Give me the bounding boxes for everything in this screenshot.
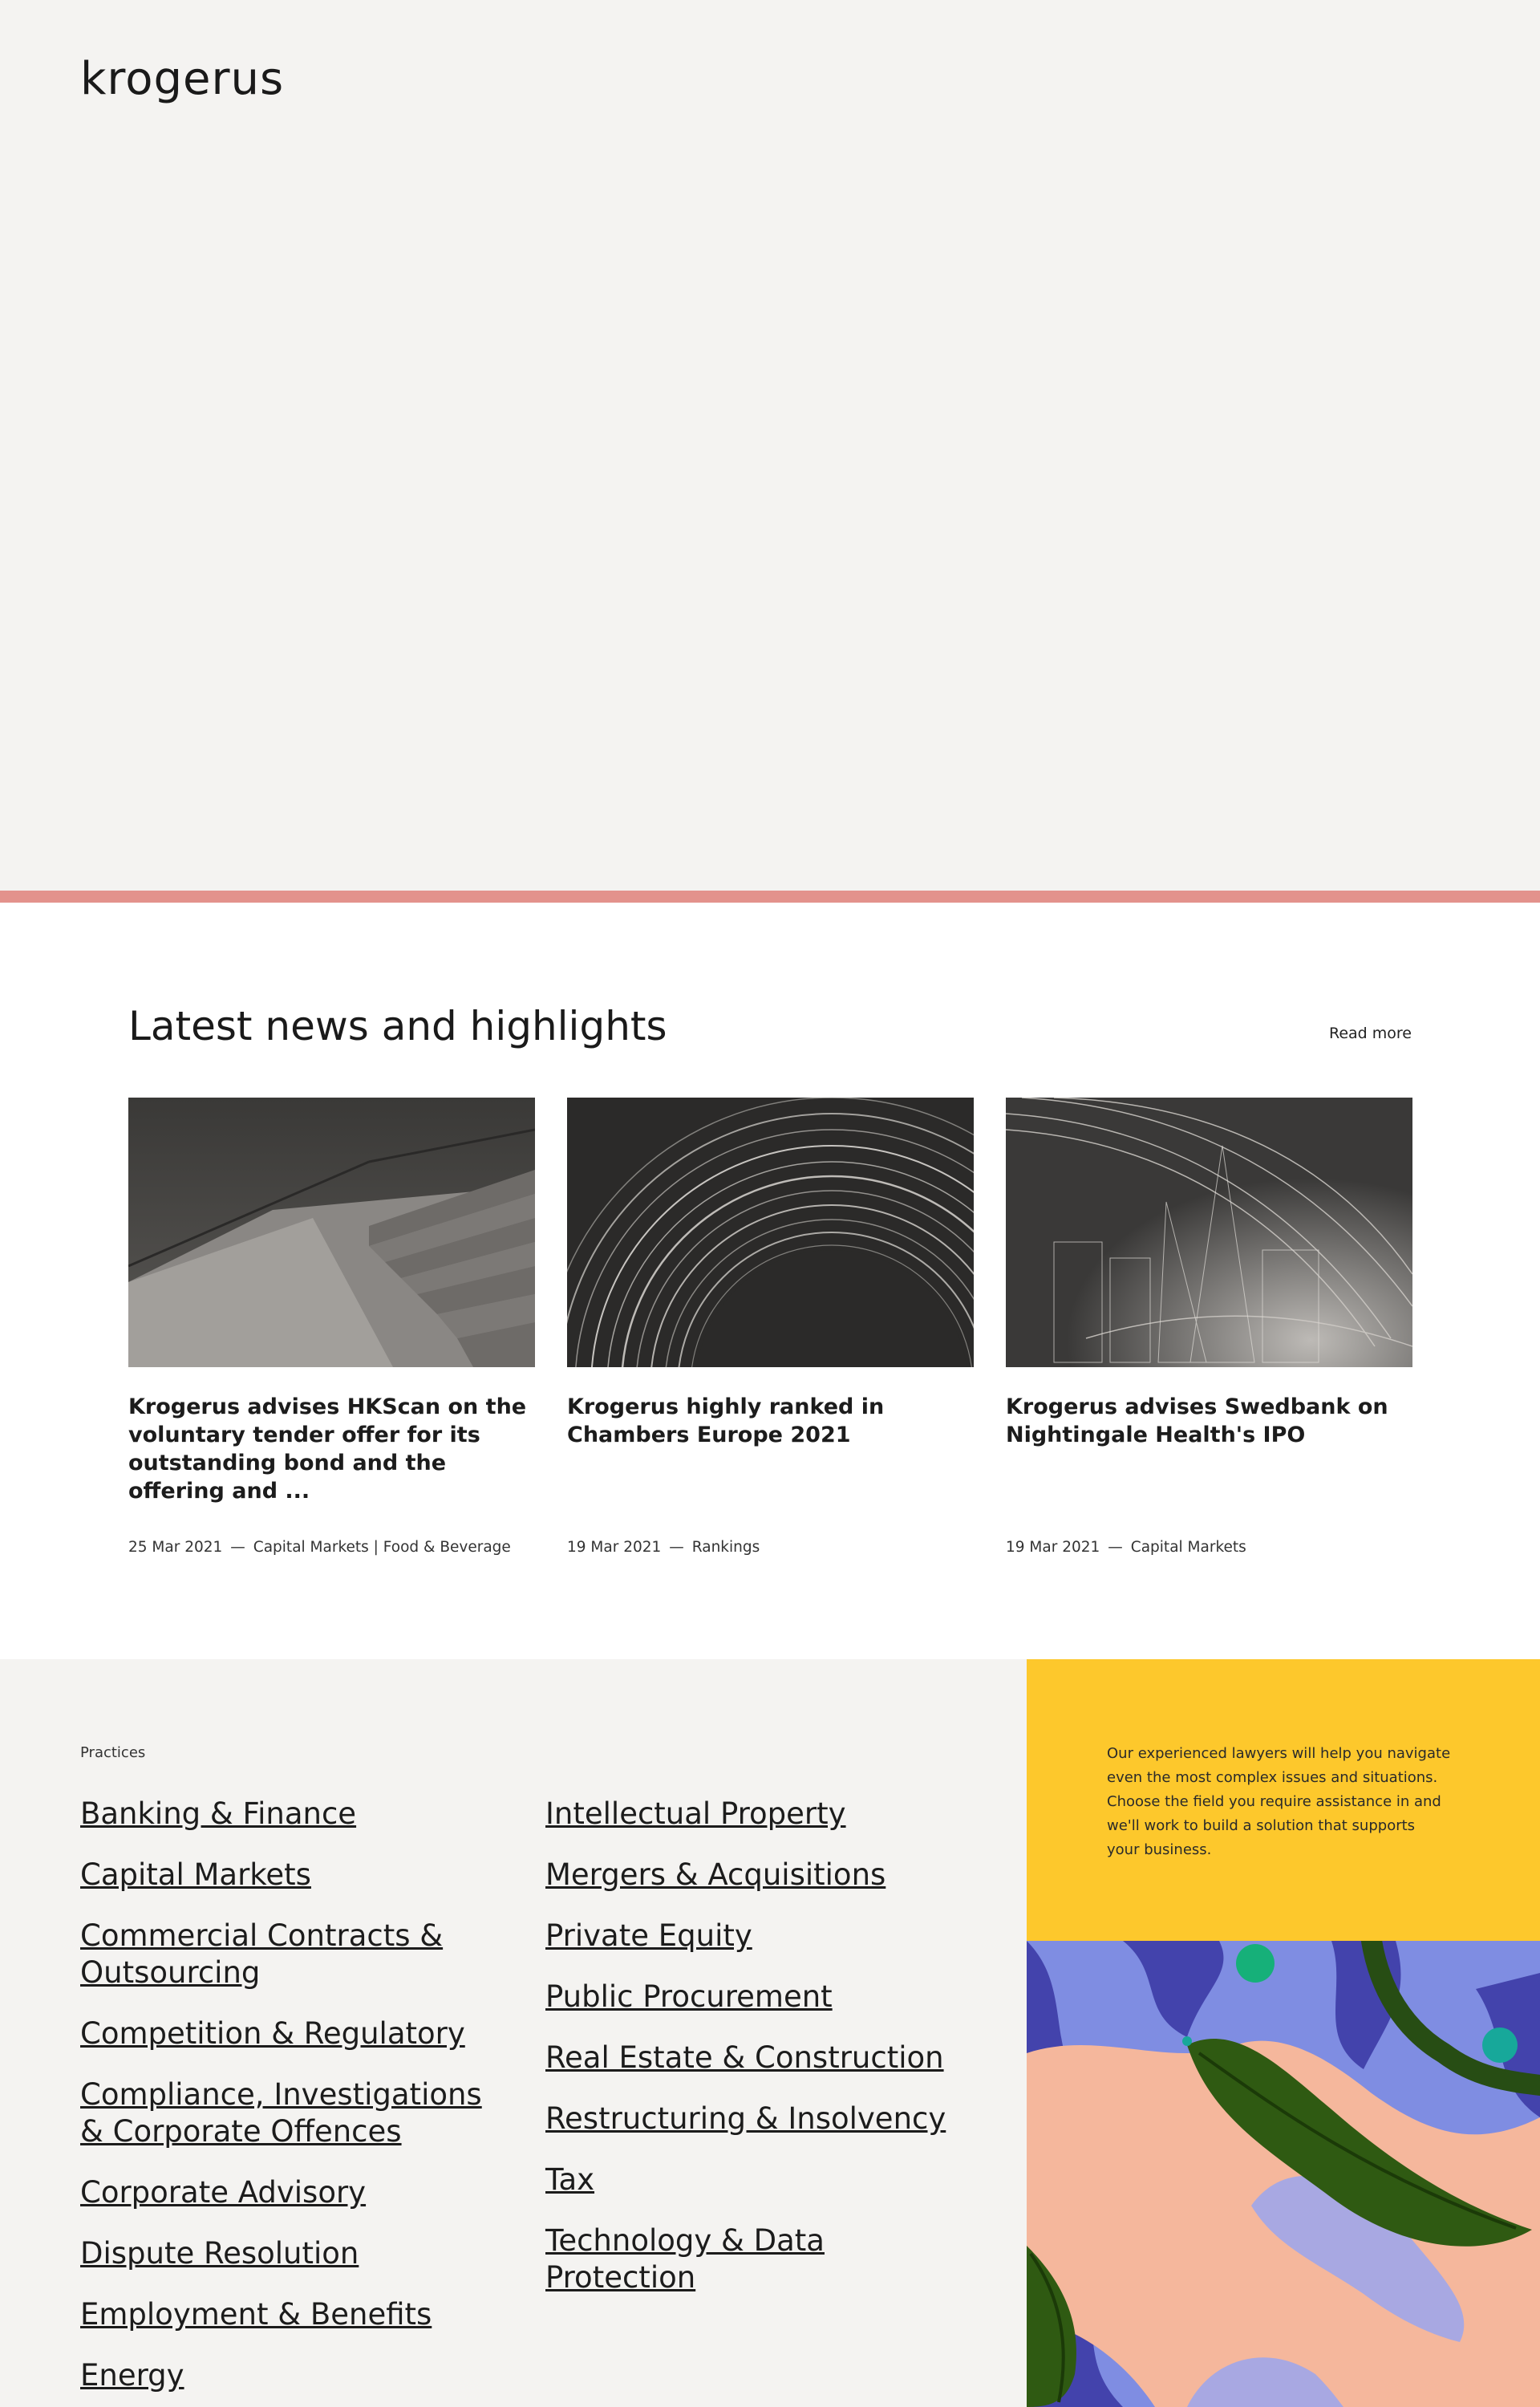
practices-label: Practices <box>80 1744 146 1761</box>
practice-link[interactable]: Compliance, Investigations & Corporate Offences <box>80 2077 482 2149</box>
promo-text: Our experienced lawyers will help you navigate even the most complex issues and situations. Choose the field you require assistance in and we'll work to build a solution that supports your business. <box>1107 1745 1451 1858</box>
news-date: 19 Mar 2021 <box>567 1539 662 1556</box>
practice-link[interactable]: Mergers & Acquisitions <box>545 1857 886 1892</box>
news-image-digital-city[interactable] <box>1006 1098 1412 1367</box>
practice-link[interactable]: Technology & Data Protection <box>545 2223 825 2295</box>
practice-link[interactable]: Public Procurement <box>545 1979 833 2014</box>
practice-link[interactable]: Corporate Advisory <box>80 2175 367 2210</box>
practices-column-left <box>80 1796 513 2407</box>
promo-box <box>1027 1659 1540 1941</box>
practice-link[interactable]: Banking & Finance <box>80 1796 357 1831</box>
news-card[interactable] <box>1006 1098 1412 1556</box>
digital-city-illustration <box>1006 1098 1412 1367</box>
painted-leaves-illustration <box>1027 1941 1540 2407</box>
practice-link[interactable]: Commercial Contracts & Outsourcing <box>80 1918 444 1990</box>
news-image-stairs[interactable] <box>128 1098 535 1367</box>
news-heading: Latest news and highlights <box>128 1003 667 1049</box>
news-meta <box>1006 1539 1412 1556</box>
news-tags: Rankings <box>691 1539 760 1556</box>
news-card[interactable] <box>128 1098 535 1556</box>
news-date: 25 Mar 2021 <box>128 1539 223 1556</box>
news-title[interactable]: Krogerus highly ranked in Chambers Europe 2021 <box>567 1394 885 1447</box>
news-date: 19 Mar 2021 <box>1006 1539 1100 1556</box>
news-meta <box>128 1539 535 1556</box>
practice-link[interactable]: Employment & Benefits <box>80 2297 432 2332</box>
meta-separator: — <box>230 1539 245 1556</box>
news-tags: Capital Markets | Food & Beverage <box>253 1539 511 1556</box>
meta-separator: — <box>669 1539 684 1556</box>
practices-column-right <box>545 1796 979 2320</box>
read-more-link[interactable]: Read more <box>1329 1025 1412 1042</box>
news-image-light-trails[interactable] <box>567 1098 974 1367</box>
practice-link[interactable]: Intellectual Property <box>545 1796 846 1831</box>
practice-link[interactable]: Tax <box>545 2162 595 2197</box>
light-trails-illustration <box>567 1098 974 1367</box>
meta-separator: — <box>1108 1539 1123 1556</box>
news-card[interactable] <box>567 1098 974 1556</box>
practice-link[interactable]: Competition & Regulatory <box>80 2016 465 2051</box>
practice-link[interactable]: Restructuring & Insolvency <box>545 2101 946 2136</box>
practice-link[interactable]: Energy <box>80 2358 184 2393</box>
news-title[interactable]: Krogerus advises Swedbank on Nightingale Health's IPO <box>1006 1394 1388 1447</box>
accent-divider <box>0 891 1540 903</box>
news-tags: Capital Markets <box>1130 1539 1246 1556</box>
site-logo[interactable]: krogerus <box>80 53 285 105</box>
practice-link[interactable]: Dispute Resolution <box>80 2236 359 2271</box>
practice-link[interactable]: Real Estate & Construction <box>545 2040 944 2075</box>
practice-link[interactable]: Private Equity <box>545 1918 752 1953</box>
decorative-artwork <box>1027 1941 1540 2407</box>
news-title[interactable]: Krogerus advises HKScan on the voluntary tender offer for its outstanding bond and the offering and ... <box>128 1394 527 1504</box>
hero-section <box>0 0 1540 891</box>
practices-section <box>0 1659 1027 2407</box>
news-meta <box>567 1539 974 1556</box>
stairs-illustration <box>128 1098 535 1367</box>
practice-link[interactable]: Capital Markets <box>80 1857 311 1892</box>
news-section <box>0 903 1540 1659</box>
